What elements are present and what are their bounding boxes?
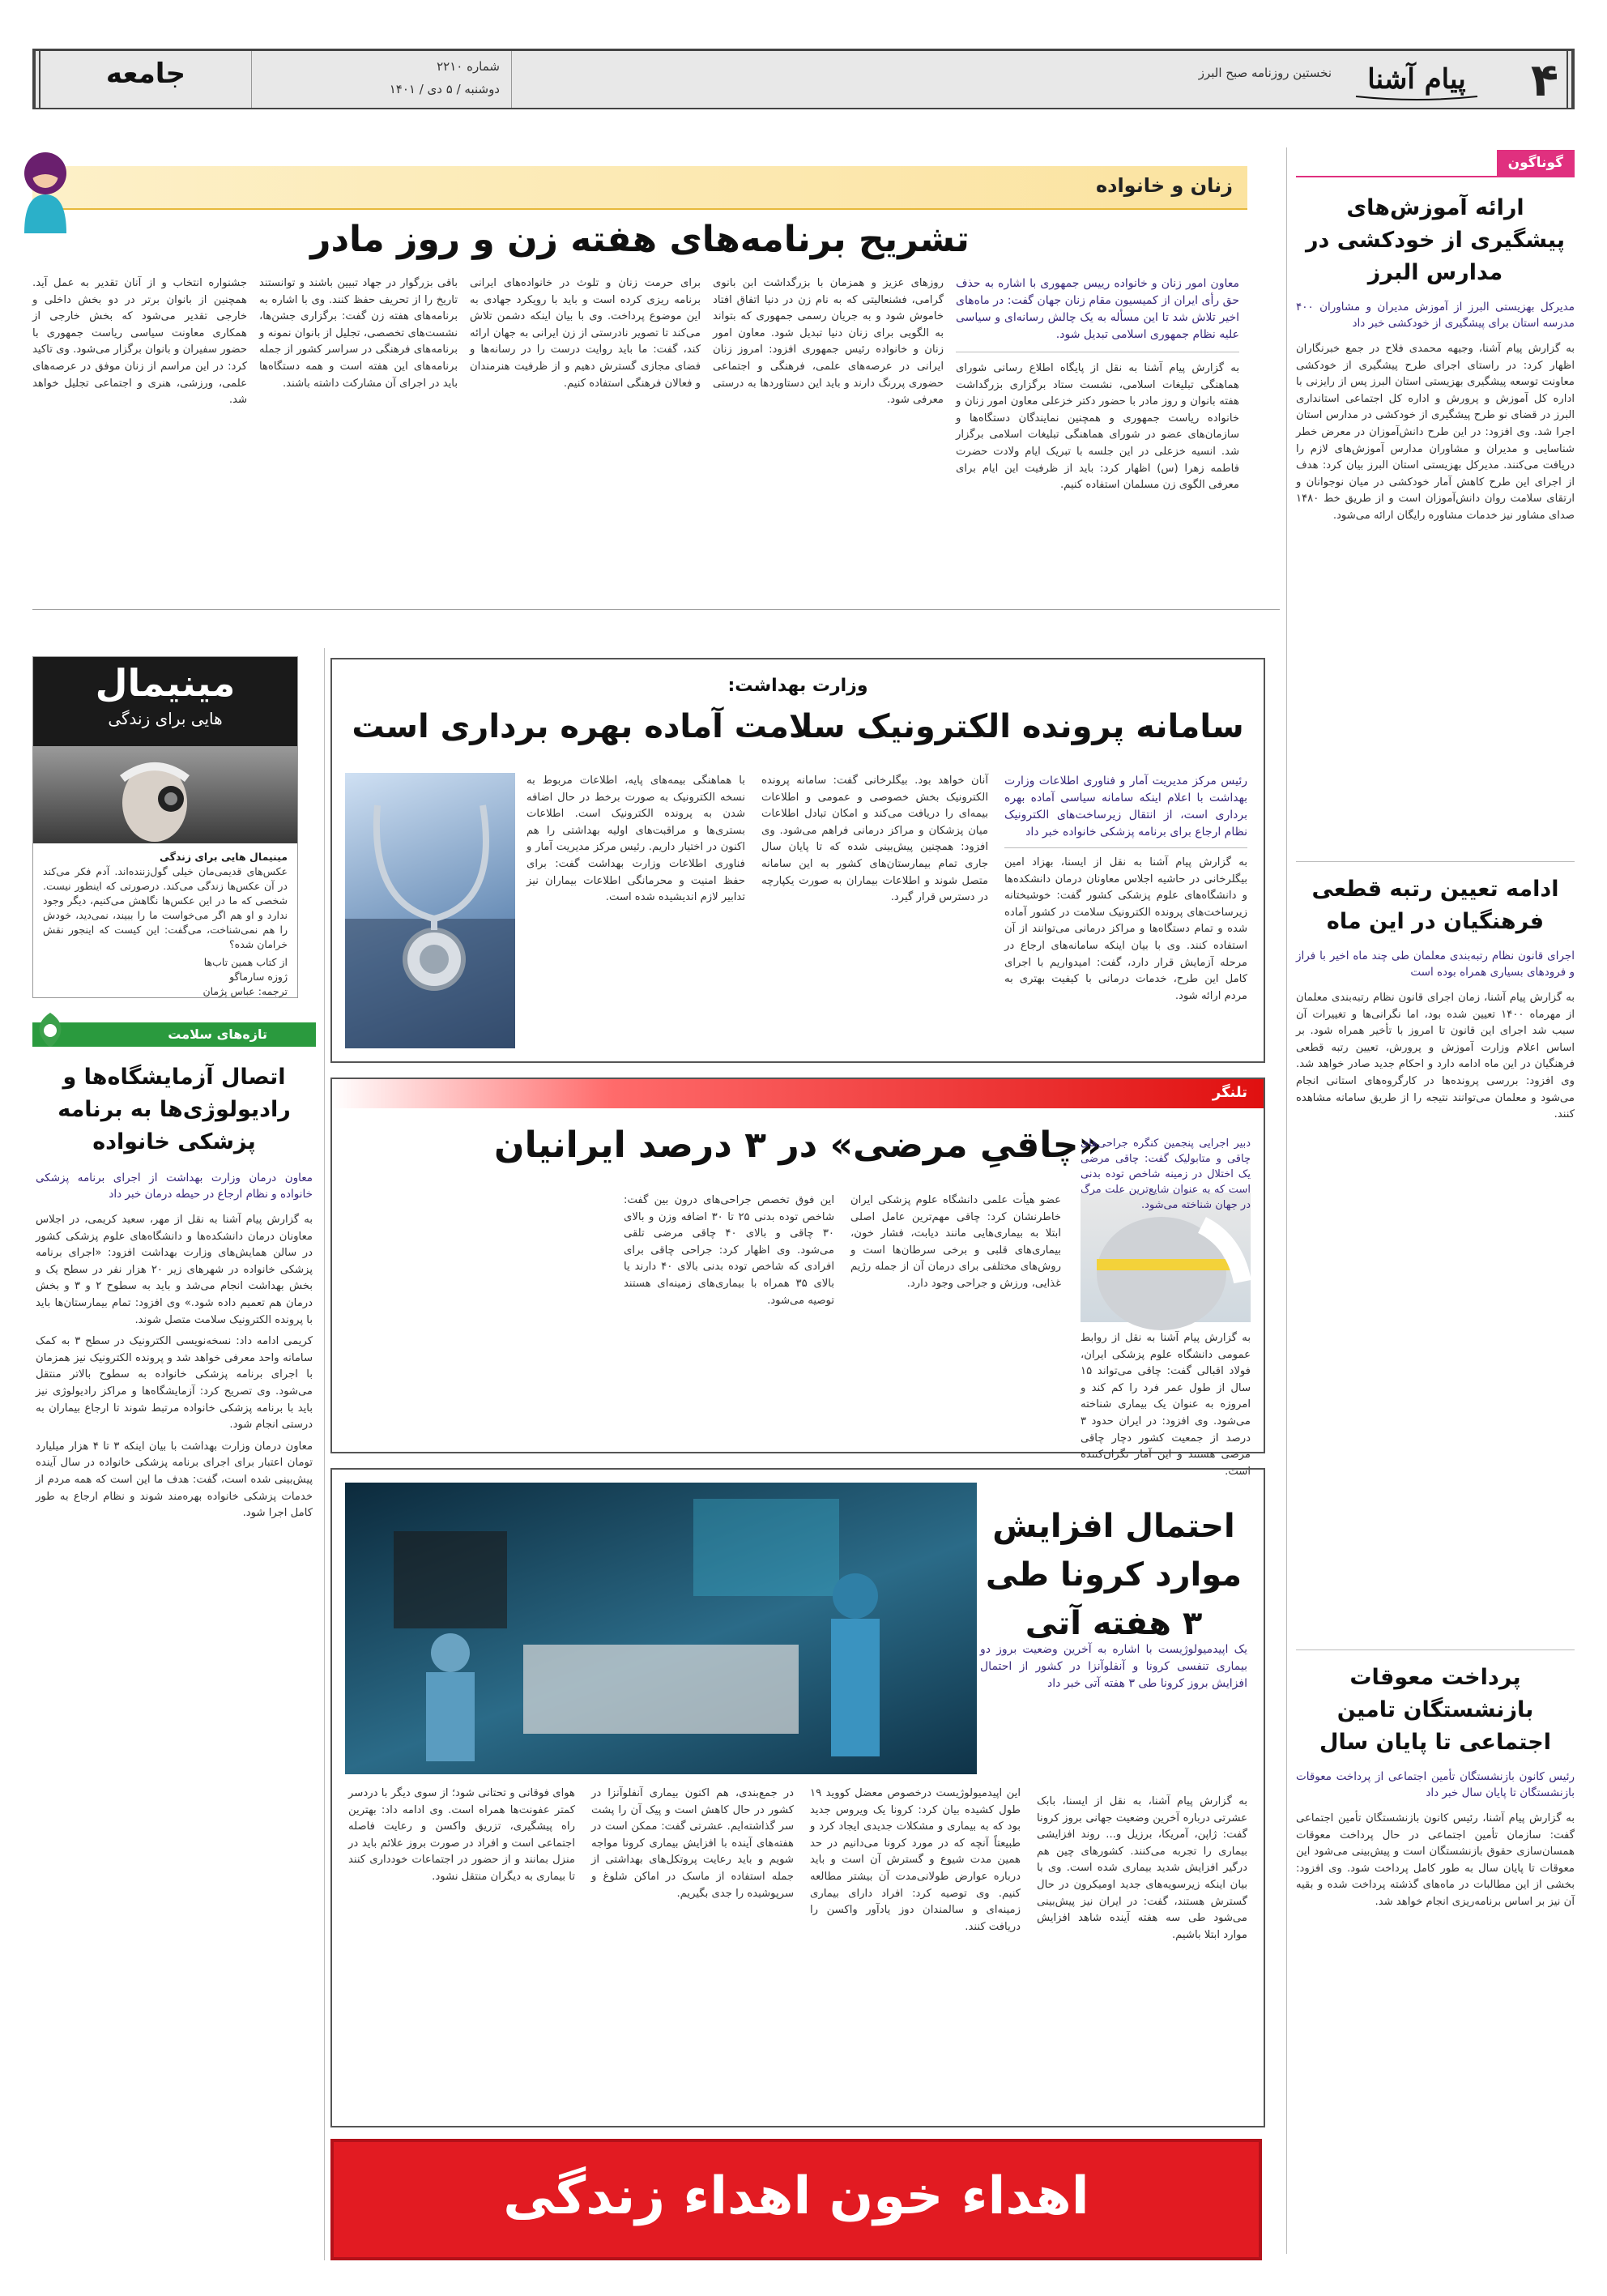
women-col4: باقی بزرگوار در جهاد تبیین باشند و توانستند تاریخ را از تحریف حفظ کنند. وی با اشاره به برنامه‌های هفته زن گفت: برگزاری جشن‌ها، نشست‌های تخصصی، تجلیل از بانوان نمونه و برنامه‌های فرهنگی در سراسر کشور از جمله برنامه‌های این هفته است و همه دستگاه‌ها باید در اجرای آن مشارکت داشته باشند. bbox=[259, 277, 458, 390]
minimal-header bbox=[33, 657, 297, 746]
right-rail bbox=[1296, 150, 1575, 2289]
rail-article2-body: به گزارش پیام آشنا، زمان اجرای قانون نظام رتبه‌بندی معلمان از مهرماه ۱۴۰۰ تعیین شده بود، اما نگرانی‌ها و تغییرات آن سبب شد اجرای این قانون تا امروز با تأخیر همراه شود. بر اساس اعلام وزارت آموزش و پرورش، تعیین رتبه قطعی فرهنگیان در این ماه ادامه دارد و احکام جدید صادر خواهد شد. وی افزود: بررسی پرونده‌ها در کارگروه‌های استانی انجام می‌شود و معلمان می‌توانند نتیجه را از طریق سامانه مشاهده کنند. bbox=[1296, 992, 1575, 1121]
publication-line: نخستین روزنامه صبح البرز bbox=[1198, 66, 1332, 80]
health-article-box bbox=[330, 658, 1265, 1063]
obesity-band bbox=[332, 1079, 1264, 1108]
rail-article3-lead: رئیس کانون بازنشستگان تأمین اجتماعی از پرداخت معوقات بازنشستگان تا پایان سال خبر داد bbox=[1296, 1770, 1575, 1799]
rail-article3-title: پرداخت معوقات بازنشستگان تامین اجتماعی تا پایان سال bbox=[1319, 1665, 1551, 1755]
health-col2: آنان خواهد بود. بیگلرخانی گفت: سامانه پرونده الکترونیک بخش خصوصی و عمومی و اطلاعات بیمه‌ای را دریافت می‌کند و امکان تبادل اطلاعات میان پزشکان و مراکز درمانی فراهم می‌شود. وی افزود: همچنین پیش‌بینی شده که تا پایان سال جاری تمام بیمارستان‌های کشور به این سامانه متصل شوند و اطلاعات بیماران به صورت یکپارچه در دسترس قرار گیرد. bbox=[761, 775, 988, 904]
health-rail bbox=[32, 1022, 316, 2241]
health-title: سامانه پرونده الکترونیک سلامت آماده بهره برداری است bbox=[352, 708, 1244, 745]
health-rail-paragraph: معاون درمان وزارت بهداشت با بیان اینکه ۳ تا ۴ هزار میلیارد تومان اعتبار برای اجرای برنامه پزشکی خانواده در سال آینده پیش‌بینی شده است، گفت: هدف ما این است که همه مردم از خدمات پزشکی خانواده بهره‌مند شوند و نظام ارجاع به طور کامل اجرا شود. bbox=[36, 1440, 313, 1520]
obesity-col2: عضو هیأت علمی دانشگاه علوم پزشکی ایران خاطرنشان کرد: چاقی مهم‌ترین عامل اصلی ابتلا به بیماری‌هایی مانند دیابت، فشار خون، بیماری‌های قلبی و برخی سرطان‌ها است و روش‌های مختلفی برای درمان آن از جمله رژیم غذایی، ورزش و جراحی وجود دارد. bbox=[850, 1194, 1061, 1290]
masthead-bar bbox=[1571, 51, 1575, 108]
health-col1: به گزارش پیام آشنا به نقل از ایسنا، بهزاد امین بیگلرخانی در حاشیه اجلاس معاونان درمان دانشکده‌ها و دانشگاه‌های علوم پزشکی کشور گفت: خوشبختانه زیرساخت‌های پرونده الکترونیک سلامت در کشور آماده شده و تمام دستگاه‌ها و مراکز درمانی می‌توانند از آن استفاده کنند. وی با بیان اینکه سامانه‌های ارجاع در مرحله آزمایش قرار دارد، گفت: امیدواریم با اجرای کامل این طرح، خدمات درمانی با کیفیت بهتری به مردم ارائه شود. bbox=[1004, 856, 1247, 1002]
minimal-book: از کتاب همین تاب‌ها bbox=[203, 956, 288, 968]
obesity-lead: دبیر اجرایی پنجمین کنگره جراحی‌های چاقی و متابولیک گفت: چاقی مرضی یک اختلال در زمینه شاخص توده بدنی است که به عنوان شایع‌ترین علت مرگ در جهان شناخته می‌شود. bbox=[1081, 1137, 1251, 1211]
women-article-title: تشریح برنامه‌های هفته زن و روز مادر bbox=[310, 219, 970, 260]
hospital-ward-icon bbox=[345, 1483, 977, 1774]
logo-text: پیام آشنا bbox=[1367, 63, 1466, 96]
portrait-photo-icon bbox=[98, 754, 211, 843]
health-rail-tag: تازه‌های سلامت bbox=[168, 1026, 267, 1042]
health-rail-lead: معاون درمان وزارت بهداشت از اجرای برنامه پزشکی خانواده و نظام ارجاع در حیطه درمان خبر داد bbox=[36, 1171, 313, 1201]
rail-separator bbox=[1296, 861, 1575, 862]
rail-article1-lead: مدیرکل بهزیستی البرز از آموزش مدیران و مشاوران ۴۰۰ مدرسه استان برای پیشگیری از خودکشی خبر داد bbox=[1296, 301, 1575, 330]
corona-col1: به گزارش پیام آشنا، به نقل از ایسنا، بابک عشرتی درباره آخرین وضعیت جهانی بروز کرونا گفت: ژاپن، آمریکا، برزیل و... روند افزایشی بیماری را تجربه می‌کنند. کشورهای چین هم درگیر افزایش شدید بیماری شده است. وی با بیان اینکه زیرسویه‌های جدید اومیکرون در حال گسترش هستند، گفت: در ایران نیز پیش‌بینی می‌شود طی سه هفته آینده شاهد افزایش موارد ابتلا باشیم. bbox=[1037, 1795, 1247, 1941]
page-number: ۴ bbox=[1530, 54, 1558, 107]
obesity-band-label: تلنگر bbox=[1212, 1084, 1247, 1101]
women-col5: جشنواره انتخاب و از آنان تقدیر به عمل آید. همچنین از بانوان برتر در دو بخش داخلی و خارجی تقدیر می‌شود که بخش خارجی از همکاری معاونت سیاسی ریاست جمهوری با حضور سفیران و بانوان برگزار می‌شود. وی تاکید کرد: در این مراسم از زنان موفق در عرصه‌های علمی، ورزشی، هنری و اجتماعی تجلیل خواهد شد. bbox=[32, 277, 247, 407]
rail-tag-row bbox=[1296, 150, 1575, 177]
minimal-translator: ترجمه: عباس پژمان bbox=[202, 985, 288, 997]
health-rail-band bbox=[32, 1022, 316, 1047]
corona-article-box bbox=[330, 1468, 1265, 2127]
corona-lead-wrap bbox=[980, 1641, 1247, 1692]
section-divider bbox=[32, 609, 1280, 610]
obesity-col3: این فوق تخصص جراحی‌های درون بین گفت: شاخص توده بدنی ۲۵ تا ۳۰ اضافه وزن و بالای ۳۰ چاقی و بالای ۴۰ چاقی مرضی تلقی می‌شود. وی اظهار کرد: جراحی چاقی برای افرادی که شاخص توده بدنی بالای ۴۰ دارند یا بالای ۳۵ همراه با بیماری‌های زمینه‌ای هستند توصیه می‌شود. bbox=[624, 1194, 834, 1307]
leaf-icon bbox=[34, 1011, 66, 1048]
women-lead: معاون امور زنان و خانواده رییس جمهوری با اشاره به حذف حق رأی ایران از کمیسیون مقام زنان جهان گفت: در ماه‌های اخیر تلاش شد تا این مسأله به یک چالش رسانه‌ای و سیاسی علیه نظام جمهوری اسلامی تبدیل شود. bbox=[956, 277, 1239, 341]
section-name: جامعه bbox=[105, 58, 186, 90]
corona-title: احتمال افزایش موارد کرونا طی ۳ هفته آتی bbox=[985, 1508, 1243, 1642]
women-lead-block bbox=[956, 275, 1239, 531]
minimal-caption bbox=[33, 843, 297, 1005]
health-lead: رئیس مرکز مدیریت آمار و فناوری اطلاعات وزارت بهداشت با اعلام اینکه سامانه سیاسی آماده بهره برداری است، از انتقال زیرساخت‌های الکترونیک نظام ارجاع برای برنامه پزشکی خانواده خبر داد bbox=[1004, 775, 1247, 839]
hospital-photo bbox=[345, 1483, 977, 1774]
minimal-box bbox=[32, 656, 298, 998]
rail-article3-body: به گزارش پیام آشنا، رئیس کانون بازنشستگان تأمین اجتماعی گفت: سازمان تأمین اجتماعی در حال پرداخت معوقات همسان‌سازی حقوق بازنشستگان است و پیش‌بینی می‌شود این معوقات تا پایان سال به طور کامل پرداخت شود. وی افزود: بخشی از این مطالبات در ماه‌های گذشته پرداخت شده و بقیه آن نیز بر اساس برنامه‌ریزی انجام خواهد شد. bbox=[1296, 1812, 1575, 1908]
health-kicker: وزارت بهداشت: bbox=[727, 676, 868, 696]
corona-col2: این اپیدمیولوژیست درخصوص معضل کووید ۱۹ طول کشیده بیان کرد: کرونا یک ویروس جدید بود که به بیماری و مشکلات جدیدی ایجاد کرد و طبیعتاً آنچه که در مورد کرونا می‌دانیم در حد همین مدت شیوع و گسترش آن است و باید درباره عوارض طولانی‌مدت آن بیشتر مطالعه کنیم. وی توصیه کرد: افراد دارای بیماری زمینه‌ای و سالمندان دوز یادآور واکسن را دریافت کنند. bbox=[810, 1787, 1021, 1933]
rail-tag: گوناگون bbox=[1497, 150, 1575, 176]
rail-divider bbox=[1286, 147, 1287, 2254]
health-col1-block bbox=[1004, 773, 1247, 1057]
obesity-article-box bbox=[330, 1078, 1265, 1478]
minimal-author: ژوزه سارماگو bbox=[229, 971, 288, 983]
obesity-lead-wrap bbox=[1081, 1136, 1251, 1213]
issue-box bbox=[251, 51, 512, 108]
women-section-band bbox=[32, 166, 1247, 210]
rail-article1-body: به گزارش پیام آشنا، وجیهه محمدی فلاح در جمع خبرنگاران اظهار کرد: در راستای اجرای طرح پیشگیری از خودکشی معاونت توسعه پیشگیری بهزیستی استان البرز پس از رایزنی با اداره کل آموزش و پرورش و اداره کل اجتماعی استانداری البرز در قضای نو طرح پیشگیری از خودکشی در مدارس استان اجرا شد. وی افزود: در این طرح دانش‌آموزان در معرض خطر شناسایی و مدیران و مشاوران مدارس آموزش‌های لازم را دریافت می‌کنند. مدیرکل بهزیستی استان البرز بیان کرد: هدف از اجرای این طرح کاهش آمار خودکشی در میان نوجوانان و ارتقای سلامت روان دانش‌آموزان است و از طریق خط ۱۴۸۰ صدای مشاور نیز خدمات مشاوره رایگان ارائه می‌شود. bbox=[1296, 343, 1575, 522]
health-rail-title: اتصال آزمایشگاه‌ها و رادیولوژی‌ها به برنامه پزشکی خانواده bbox=[58, 1065, 291, 1154]
stethoscope-photo bbox=[345, 773, 515, 1048]
blood-donation-text: اهداء خون اهداء زندگی bbox=[503, 2166, 1089, 2226]
health-rail-paragraph: به گزارش پیام آشنا به نقل از مهر، سعید کریمی، در اجلاس معاونان درمان دانشکده‌ها و دانشگاه‌های علوم پزشکی کشور در سالن همایش‌های وزارت بهداشت افزود: «اجرای برنامه پزشکی خانواده در شهرهای زیر ۲۰ هزار نفر در سطح یک و بخش بهداشت انجام می‌شد و باید به سطوح ۲ و ۳ و بخش درمان هم تعمیم داده شود.» وی افزود: تمام بیمارستان‌ها باید با پرونده الکترونیک سلامت متصل شوند. bbox=[36, 1214, 313, 1326]
rail-article2-title: ادامه تعیین رتبه قطعی فرهنگیان در این ماه bbox=[1311, 877, 1559, 934]
women-col2: روزهای عزیز و همزمان با بزرگداشت ابن بانوی گرامی، فشنعالیتی که به نام زن در دنیا اتفاق افتاد خاموش شود و به جریان رسمی جمهوری که بتواند به الگویی برای زنان دنیا تبدیل شود. معاون امور زنان و خانواده رئیس جمهوری افزود: امروز زنان ایرانی در عرصه‌های علمی، فرهنگی و اجتماعی حضوری پررنگ دارند و باید این دستاوردها به درستی معرفی شود. bbox=[713, 277, 944, 407]
rail-separator bbox=[1296, 1649, 1575, 1650]
women-col1: به گزارش پیام آشنا به نقل از پایگاه اطلاع رسانی شورای هماهنگی تبلیغات اسلامی، نشست ستاد برگزاری بزرگداشت هفته بانوان و روز مادر با حضور دکتر خزعلی معاون امور زنان و خانواده ریاست جمهوری و همچنین نمایندگان دستگاه‌ها و سازمان‌های عضو در شورای هماهنگی تبلیغات اسلامی برگزار شد. انسیه خزعلی در این جلسه با تبریک ایام ولادت حضرت فاطمه زهرا (س) اظهار کرد: باید از ظرفیت این ایام برای معرفی الگوی زن مسلمان استفاده کنیم. bbox=[956, 362, 1239, 492]
minimal-subtitle: هایی برای زندگی bbox=[108, 709, 223, 728]
corona-lead: یک اپیدمیولوژیست با اشاره به آخرین وضعیت بروز دو بیماری تنفسی کرونا و آنفلوآنزا در کشور از احتمال افزایش بروز کرونا طی ۳ هفته آتی خبر داد bbox=[980, 1643, 1247, 1690]
women-col3: برای حرمت زنان و تلوث در خانواده‌های ایرانی برنامه ریزی کرده است و باید با رویکرد جهادی به این موضوع پرداخت. وی با بیان اینکه دشمن تلاش می‌کند تا تصویر نادرستی از زن ایرانی به جهان ارائه کند، گفت: ما باید روایت درست را در رسانه‌ها و فضای مجازی گسترش دهیم و از ظرفیت هنرمندان و فعالان فرهنگی استفاده کنیم. bbox=[470, 277, 701, 390]
masthead-bar bbox=[39, 51, 40, 108]
health-rail-paragraph: کریمی ادامه داد: نسخه‌نویسی الکترونیک در سطح ۳ به کمک سامانه واحد معرفی خواهد شد و پرونده الکترونیک نیز همزمان با اجرای برنامه پزشکی خانواده به سطوح بالاتر منتقل می‌شود. وی تصریح کرد: آزمایشگاه‌ها و مراکز رادیولوژی نیز باید با برنامه پزشکی خانواده مرتبط شوند تا ارجاع بیماران به درستی انجام شود. bbox=[36, 1335, 313, 1432]
health-col3: با هماهنگی بیمه‌های پایه، اطلاعات مربوط به نسخه الکترونیک به صورت برخط در حال اضافه شدن به پرونده الکترونیک است. اطلاعات بستری‌ها و مراقبت‌های اولیه بهداشتی را هم اکنون در اختیار داریم. رئیس مرکز مدیریت آمار و فناوری اطلاعات وزارت بهداشت گفت: برای حفظ امنیت و محرمانگی اطلاعات بیماران نیز تدابیر لازم اندیشیده شده است. bbox=[526, 775, 745, 904]
rail-article1-title: ارائه آموزش‌های پیشگیری از خودکشی در مدارس البرز bbox=[1305, 195, 1566, 285]
newspaper-logo bbox=[1348, 56, 1486, 103]
rail-article2-lead: اجرای قانون نظام رتبه‌بندی معلمان طی چند ماه اخیر با فراز و فرودهای بسیاری همراه بوده است bbox=[1296, 950, 1575, 979]
blood-donation-banner bbox=[330, 2139, 1262, 2260]
health-rail-body bbox=[32, 1212, 316, 2241]
corona-col4: هوای فوقانی و تحتانی شود؛ از سوی دیگر با دردسر کمتر عفونت‌ها همراه است. وی ادامه داد: بهترین راه پیشگیری، تزریق واکسن و رعایت فاصله اجتماعی است و افراد در صورت بروز علائم باید در منزل بمانند و از حضور در اجتماعات خودداری کنند تا بیماری به دیگران منتقل نشود. bbox=[348, 1787, 575, 1883]
minimal-portrait bbox=[33, 746, 297, 843]
masthead-bar bbox=[1567, 51, 1568, 108]
stethoscope-icon bbox=[345, 773, 515, 1048]
column-divider bbox=[324, 648, 325, 2260]
obesity-col1: به گزارش پیام آشنا به نقل از روابط عمومی دانشگاه علوم پزشکی ایران، فولاد اقبالی گفت: چاقی می‌تواند ۱۵ سال از طول عمر فرد را کم کند و امروزه به عنوان یک بیماری شناخته می‌شود. وی افزود: در ایران حدود ۳ درصد از جمعیت کشور دچار چاقی مرضی هستند و این آمار نگران‌کننده است. bbox=[1081, 1332, 1251, 1478]
women-section-label: زنان و خانواده bbox=[1095, 174, 1233, 197]
masthead bbox=[32, 49, 1575, 109]
issue-date: دوشنبه / ۵ دی / ۱۴۰۱ bbox=[389, 82, 500, 96]
corona-col3: در جمع‌بندی، هم اکنون بیماری آنفلوآنزا در کشور در حال کاهش است و پیک آن را پشت سر گذاشته‌ایم. عشرتی گفت: ممکن است در هفته‌های آینده با افزایش بیماری کرونا مواجه شویم و باید رعایت پروتکل‌های بهداشتی از جمله استفاده از ماسک در اماکن شلوغ و سرپوشیده را جدی بگیریم. bbox=[591, 1787, 794, 1900]
minimal-caption-body: عکس‌های قدیمی‌مان خیلی گول‌زننده‌اند. آدم فکر می‌کند در آن عکس‌ها زندگی می‌کند. درصورتی که اینطور نیست. شخصی که ما در این عکس‌ها نگاهش می‌کنیم، دیگر وجود ندارد و او هم اگر می‌خواست ما را ببیند، نمی‌دید، خودش را هم نمی‌شناخت، می‌گفت: این کیست که اینجور نقش خرامان شده؟ bbox=[43, 865, 288, 950]
minimal-title: مینیمال bbox=[95, 661, 236, 705]
minimal-caption-title: مینیمال هایی برای زندگی bbox=[160, 851, 288, 863]
masthead-bar bbox=[32, 51, 36, 108]
issue-number: شماره ۲۲۱۰ bbox=[437, 59, 500, 74]
divider bbox=[1004, 847, 1247, 848]
obesity-title: «چاقیِ مرضی» در ۳ درصد ایرانیان bbox=[494, 1125, 1102, 1166]
